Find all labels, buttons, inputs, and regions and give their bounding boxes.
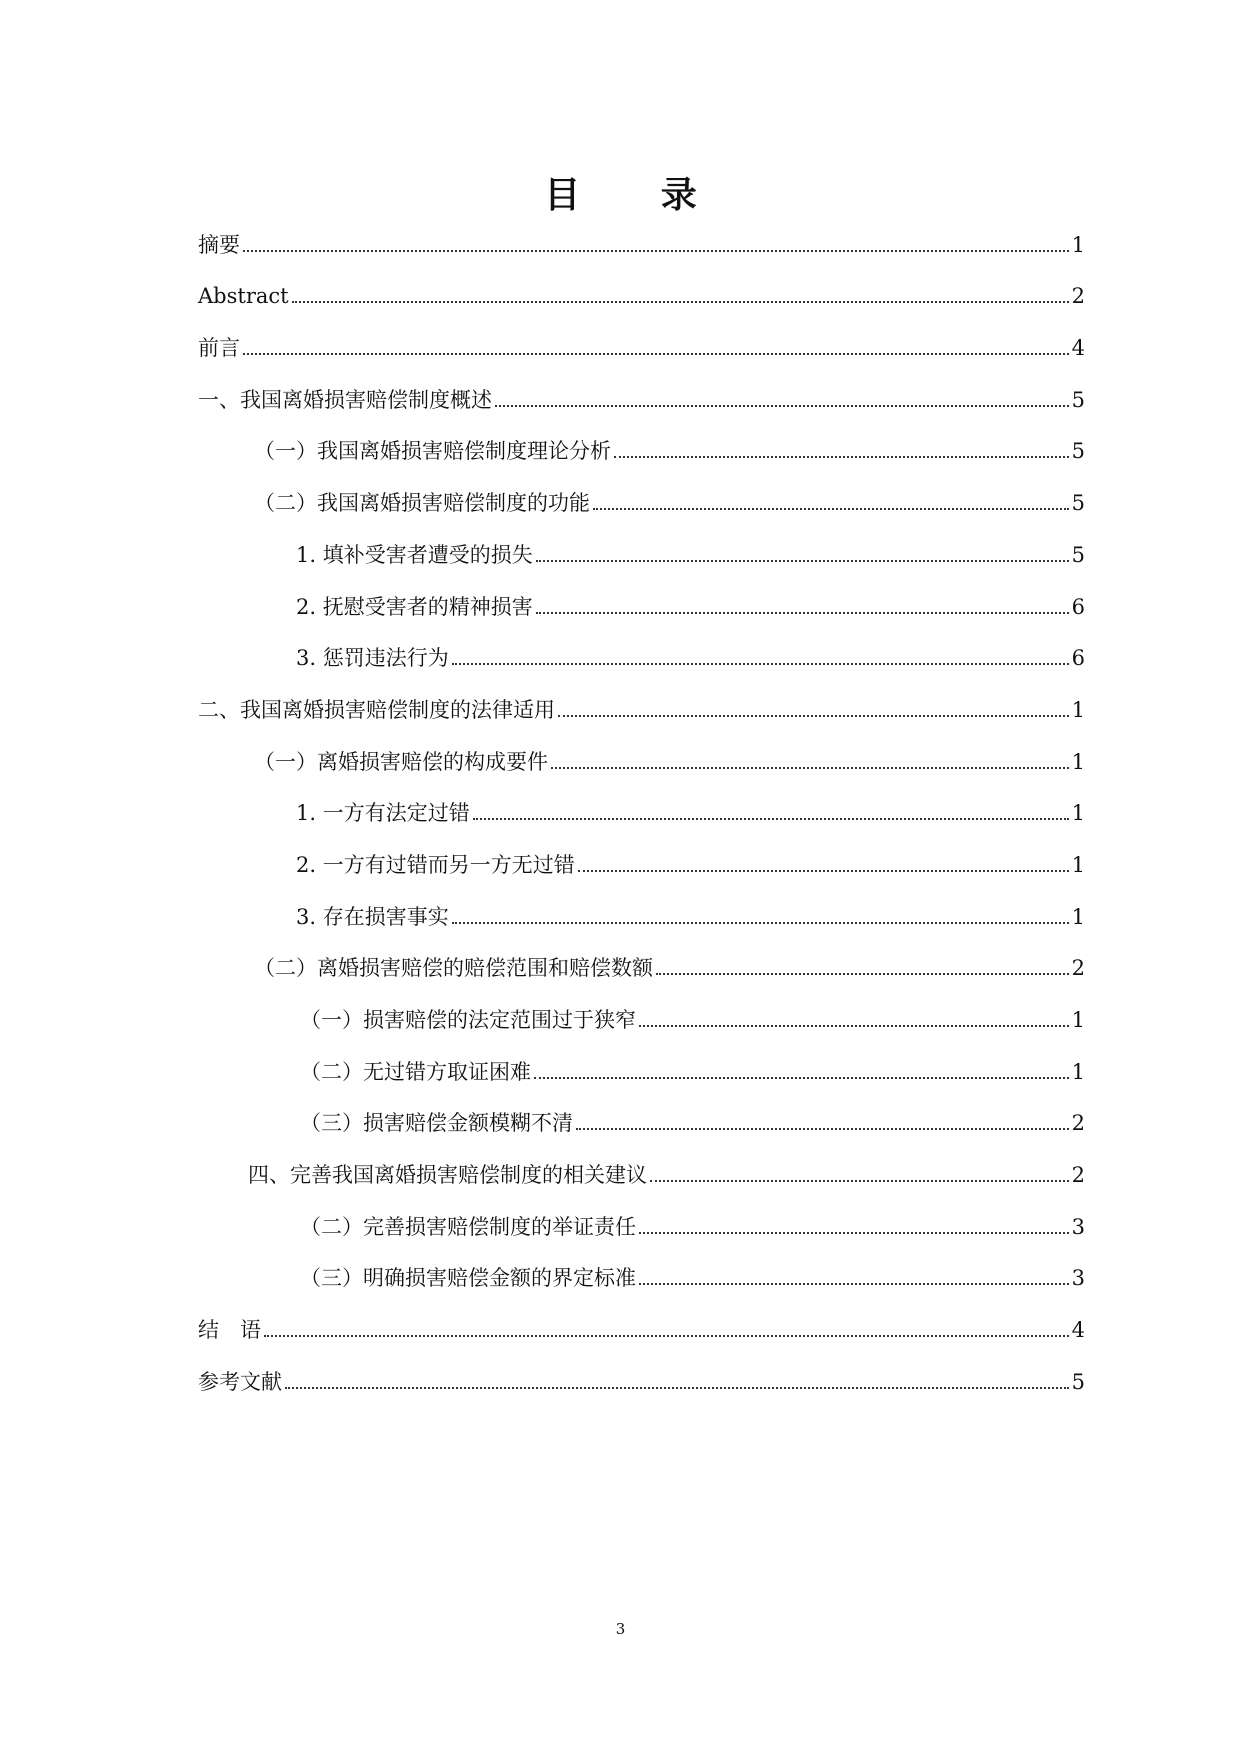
toc-entry-page: 1 [1071, 1059, 1085, 1084]
toc-entry[interactable] [198, 309, 1085, 361]
toc-entry-label: 前言 [198, 336, 240, 361]
toc-entry-label: 2. 抚慰受害者的精神损害 [296, 594, 533, 619]
toc-entry[interactable] [198, 826, 1085, 878]
toc-entry[interactable] [198, 568, 1085, 620]
toc-leader-dots [243, 353, 1069, 355]
toc-entry[interactable] [198, 1188, 1085, 1240]
toc-leader-dots [285, 1387, 1069, 1389]
toc-entry-label: 3. 惩罚违法行为 [296, 646, 449, 671]
toc-entry-page: 2 [1071, 956, 1085, 981]
toc-entry-page: 6 [1071, 594, 1085, 619]
toc-entry[interactable] [198, 413, 1085, 465]
toc-entry-page: 2 [1071, 1111, 1085, 1136]
toc-entry-page: 5 [1071, 439, 1085, 464]
toc-leader-dots [264, 1335, 1069, 1337]
toc-entry-label: 四、完善我国离婚损害赔偿制度的相关建议 [248, 1163, 647, 1188]
toc-entry-label: （一）我国离婚损害赔偿制度理论分析 [254, 439, 611, 464]
toc-leader-dots [536, 612, 1069, 614]
toc-entry-page: 1 [1071, 232, 1085, 257]
toc-leader-dots [614, 456, 1069, 458]
toc-entry-label: （二）我国离婚损害赔偿制度的功能 [254, 491, 590, 516]
toc-entry-label: 1. 填补受害者遭受的损失 [296, 542, 533, 567]
toc-entry[interactable] [198, 671, 1085, 723]
toc-entry[interactable] [198, 723, 1085, 775]
table-of-contents [198, 206, 1085, 1395]
toc-leader-dots [551, 767, 1069, 769]
toc-leader-dots [639, 1232, 1069, 1234]
toc-entry[interactable] [198, 775, 1085, 827]
toc-entry-page: 1 [1071, 852, 1085, 877]
toc-entry-page: 2 [1071, 284, 1085, 309]
toc-entry-page: 5 [1071, 387, 1085, 412]
toc-entry-page: 1 [1071, 904, 1085, 929]
toc-leader-dots [639, 1283, 1069, 1285]
toc-entry-page: 5 [1071, 491, 1085, 516]
toc-leader-dots [639, 1025, 1069, 1027]
toc-entry[interactable] [198, 1240, 1085, 1292]
toc-entry-page: 1 [1071, 1008, 1085, 1032]
toc-leader-dots [243, 250, 1069, 252]
toc-leader-dots [593, 508, 1069, 510]
toc-leader-dots [536, 560, 1069, 562]
toc-entry[interactable] [198, 878, 1085, 930]
toc-leader-dots [576, 1128, 1069, 1130]
toc-entry-label: （二）离婚损害赔偿的赔偿范围和赔偿数额 [254, 956, 653, 981]
toc-entry-label: 结 语 [198, 1318, 261, 1343]
toc-entry-label: （三）损害赔偿金额模糊不清 [300, 1111, 573, 1136]
toc-entry[interactable] [198, 620, 1085, 672]
toc-entry-page: 6 [1071, 646, 1085, 671]
toc-entry[interactable] [198, 930, 1085, 982]
toc-entry[interactable] [198, 1291, 1085, 1343]
toc-entry-label: （二）完善损害赔偿制度的举证责任 [300, 1214, 636, 1239]
toc-entry-page: 1 [1071, 697, 1085, 722]
toc-entry[interactable] [198, 981, 1085, 1033]
toc-entry-page: 5 [1071, 542, 1085, 567]
toc-entry-page: 5 [1071, 1369, 1085, 1394]
toc-entry[interactable] [198, 1136, 1085, 1188]
toc-leader-dots [534, 1077, 1069, 1079]
toc-entry[interactable] [198, 464, 1085, 516]
toc-leader-dots [452, 922, 1069, 924]
toc-leader-dots [452, 663, 1069, 665]
toc-entry-page: 1 [1071, 801, 1085, 826]
toc-entry-label: 二、我国离婚损害赔偿制度的法律适用 [198, 697, 555, 722]
toc-entry[interactable] [198, 361, 1085, 413]
toc-entry-label: （三）明确损害赔偿金额的界定标准 [300, 1266, 636, 1291]
toc-entry-label: 摘要 [198, 232, 240, 257]
toc-entry-label: 1. 一方有法定过错 [296, 801, 470, 826]
toc-entry[interactable] [198, 1343, 1085, 1395]
toc-entry-label: （一）损害赔偿的法定范围过于狭窄 [300, 1008, 636, 1032]
toc-leader-dots [558, 715, 1069, 717]
toc-entry-page: 4 [1071, 336, 1085, 361]
toc-entry[interactable] [198, 1033, 1085, 1085]
toc-leader-dots [650, 1180, 1069, 1182]
toc-entry-label: （二）无过错方取证困难 [300, 1059, 531, 1084]
toc-entry-label: Abstract [198, 284, 289, 309]
toc-entry[interactable] [198, 206, 1085, 258]
page-title: 目 录 [544, 175, 731, 216]
toc-entry-page: 3 [1071, 1214, 1085, 1239]
toc-entry[interactable] [198, 516, 1085, 568]
toc-entry[interactable] [198, 258, 1085, 310]
toc-entry[interactable] [198, 1085, 1085, 1137]
toc-leader-dots [495, 405, 1069, 407]
footer-page-number: 3 [615, 1620, 626, 1638]
toc-leader-dots [656, 973, 1069, 975]
toc-entry-label: 一、我国离婚损害赔偿制度概述 [198, 387, 492, 412]
toc-entry-label: 2. 一方有过错而另一方无过错 [296, 852, 575, 877]
toc-leader-dots [473, 818, 1069, 820]
toc-entry-page: 4 [1071, 1318, 1085, 1343]
toc-entry-label: （一）离婚损害赔偿的构成要件 [254, 749, 548, 774]
toc-entry-label: 3. 存在损害事实 [296, 904, 449, 929]
toc-entry-page: 1 [1071, 749, 1085, 774]
toc-entry-page: 2 [1071, 1163, 1085, 1188]
toc-leader-dots [578, 870, 1069, 872]
toc-entry-label: 参考文献 [198, 1369, 282, 1394]
toc-entry-page: 3 [1071, 1266, 1085, 1291]
toc-leader-dots [292, 301, 1069, 303]
